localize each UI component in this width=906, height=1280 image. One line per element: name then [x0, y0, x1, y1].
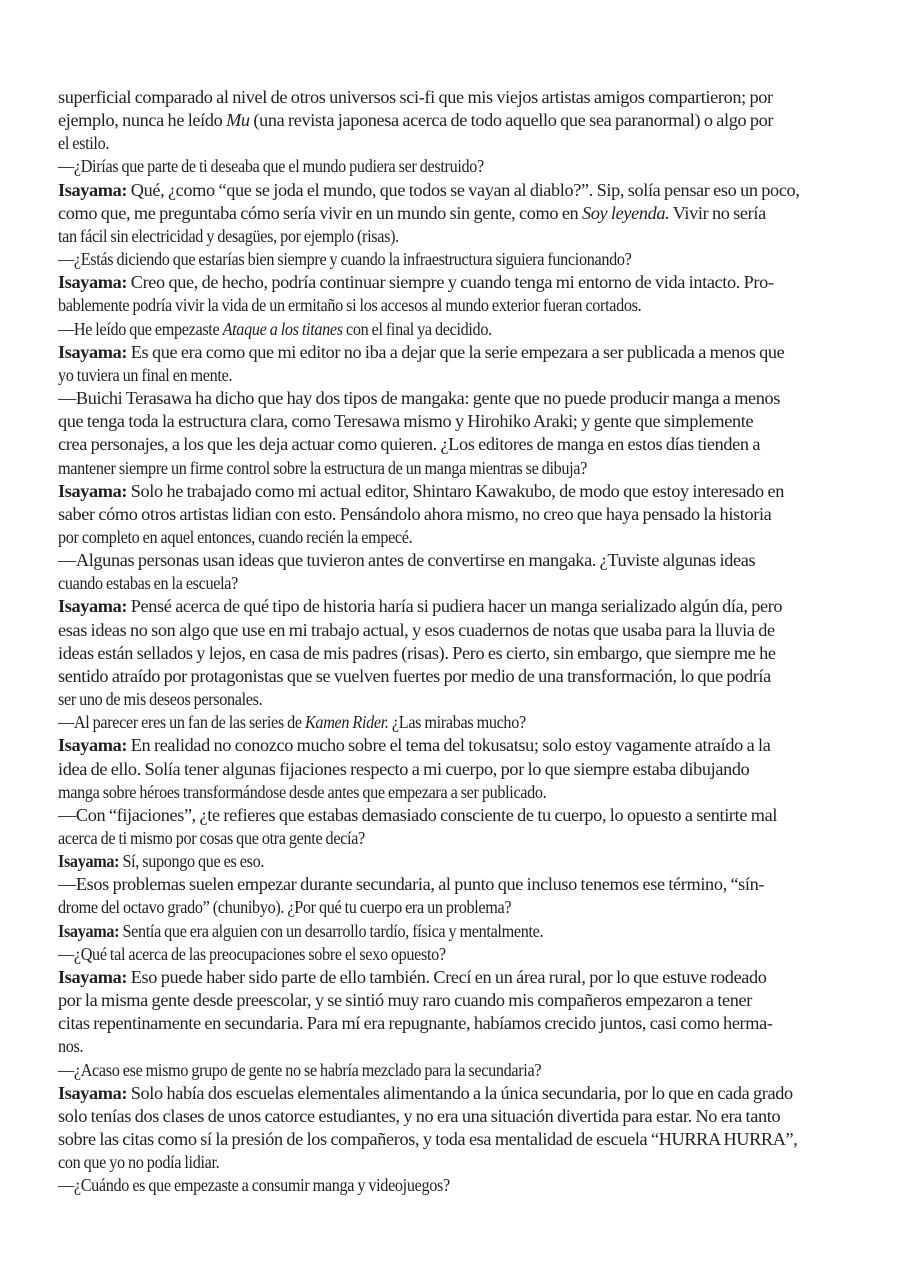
text-line-content — [58, 827, 365, 850]
text-line-content — [58, 457, 587, 480]
text-line-content — [58, 318, 491, 341]
document-page — [58, 86, 846, 1198]
text-segment: crea personajes, a los que les deja actuar como quieren. ¿Los editores de manga en estos días tienden a — [58, 434, 761, 455]
text-segment: ideas están sellados y lejos, en casa de mis padres (risas). Pero es cierto, sin embargo, que siempre me he — [58, 642, 776, 663]
speaker-label: Isayama: — [58, 341, 128, 362]
text-line — [58, 155, 846, 178]
text-segment: como que, me preguntaba cómo sería vivir en un mundo sin gente, como en — [58, 202, 582, 223]
text-line-content — [58, 711, 526, 734]
text-line — [58, 619, 846, 642]
text-segment: sobre las citas como sí la presión de los compañeros, y toda esa mentalidad de escuela “HURRA HURRA”, — [58, 1129, 798, 1150]
text-line-content — [58, 86, 773, 109]
text-line — [58, 433, 846, 456]
speaker-label: Isayama: — [58, 480, 128, 501]
text-segment: idea de ello. Solía tener algunas fijaciones respecto a mi cuerpo, por lo que siempre estaba dibujando — [58, 758, 750, 779]
text-segment: Solo he trabajado como mi actual editor, Shintaro Kawakubo, de modo que estoy interesado en — [127, 480, 784, 501]
text-line — [58, 457, 846, 480]
text-line — [58, 966, 846, 989]
text-line-content — [58, 989, 752, 1012]
text-line-content — [58, 109, 773, 132]
text-line — [58, 248, 846, 271]
text-segment: cuando estabas en la escuela? — [58, 573, 238, 594]
speaker-label: Isayama: — [58, 735, 128, 756]
text-segment: Vivir no sería — [669, 202, 766, 223]
text-segment: nos. — [58, 1036, 84, 1057]
text-segment: con el final ya decidido. — [342, 318, 492, 339]
text-segment: que tenga toda la estructura clara, como Teresawa mismo y Hirohiko Araki; y gente que simplemente — [58, 411, 754, 432]
text-line — [58, 896, 846, 919]
text-line-content — [58, 433, 760, 456]
text-line — [58, 850, 846, 873]
italic-title: Kamen Rider. — [304, 712, 389, 733]
text-segment: —¿Cuándo es que empezaste a consumir manga y videojuegos? — [58, 1175, 450, 1196]
text-line-content — [58, 804, 777, 827]
text-segment: —Algunas personas usan ideas que tuvieron antes de convertirse en mangaka. ¿Tuviste algunas ideas — [58, 550, 756, 571]
text-segment: saber cómo otros artistas lidian con esto. Pensándolo ahora mismo, no creo que haya pensado la historia — [58, 503, 772, 524]
text-line-content — [58, 1012, 773, 1035]
text-line — [58, 86, 846, 109]
text-segment: —Buichi Terasawa ha dicho que hay dos tipos de mangaka: gente que no puede producir manga a menos — [58, 388, 781, 409]
text-segment: mantener siempre un firme control sobre la estructura de un manga mientras se dibuja? — [58, 457, 588, 478]
text-segment: En realidad no conozco mucho sobre el tema del tokusatsu; solo estoy vagamente atraído a la — [127, 735, 771, 756]
text-line-content — [58, 503, 771, 526]
speaker-label: Isayama: — [58, 1082, 128, 1103]
text-segment: ejemplo, nunca he leído — [58, 110, 227, 131]
text-line-content — [58, 155, 484, 178]
text-line — [58, 549, 846, 572]
text-line — [58, 1174, 846, 1197]
text-segment: drome del octavo grado” (chunibyo). ¿Por qué tu cuerpo era un problema? — [58, 897, 512, 918]
italic-title: Ataque a los titanes — [222, 318, 343, 339]
text-line-content — [58, 873, 764, 896]
text-line — [58, 364, 846, 387]
text-line — [58, 688, 846, 711]
speaker-label: Isayama: — [58, 851, 120, 872]
text-line — [58, 179, 846, 202]
text-segment: con que yo no podía lidiar. — [58, 1152, 220, 1173]
speaker-label: Isayama: — [58, 179, 128, 200]
text-line-content — [58, 1059, 542, 1082]
text-segment: manga sobre héroes transformándose desde antes que empezara a ser publicado. — [58, 781, 547, 802]
text-line — [58, 1151, 846, 1174]
text-line — [58, 271, 846, 294]
text-line — [58, 132, 846, 155]
speaker-label: Isayama: — [58, 272, 128, 293]
text-line-content — [58, 1128, 797, 1151]
text-line — [58, 781, 846, 804]
text-segment: superficial comparado al nivel de otros universos sci-fi que mis viejos artistas amigos compartieron; por — [58, 87, 773, 107]
text-line-content — [58, 271, 774, 294]
text-line-content — [58, 387, 780, 410]
text-line-content — [58, 943, 446, 966]
text-segment: bablemente podría vivir la vida de un ermitaño si los accesos al mundo exterior fueran cortados. — [58, 295, 642, 316]
text-line-content — [58, 758, 749, 781]
text-segment: acerca de ti mismo por cosas que otra gente decía? — [58, 828, 365, 848]
text-line-content — [58, 688, 263, 711]
text-segment: Sentía que era alguien con un desarrollo tardío, física y mentalmente. — [119, 920, 544, 941]
text-line — [58, 804, 846, 827]
text-line — [58, 503, 846, 526]
text-segment: yo tuviera un final en mente. — [58, 364, 233, 385]
text-line-content — [58, 642, 775, 665]
text-segment: el estilo. — [58, 133, 110, 154]
text-segment: —¿Dirías que parte de ti deseaba que el mundo pudiera ser destruido? — [58, 156, 484, 177]
text-line — [58, 711, 846, 734]
text-line — [58, 1105, 846, 1128]
text-segment: ¿Las mirabas mucho? — [388, 712, 526, 733]
text-segment: —Al parecer eres un fan de las series de — [58, 712, 305, 733]
text-line — [58, 341, 846, 364]
text-line — [58, 827, 846, 850]
text-line — [58, 387, 846, 410]
text-line-content — [58, 526, 412, 549]
text-line-content — [58, 665, 771, 688]
text-line — [58, 595, 846, 618]
text-line-content — [58, 1174, 450, 1197]
text-line — [58, 1059, 846, 1082]
text-segment: sentido atraído por protagonistas que se vuelven fuertes por medio de una transformación, lo que podría — [58, 665, 771, 686]
text-line-content — [58, 225, 399, 248]
text-segment: esas ideas no son algo que use en mi trabajo actual, y esos cuadernos de notas que usaba para la lluvia de — [58, 619, 775, 640]
text-segment: Sí, supongo que es eso. — [119, 851, 265, 872]
text-line-content — [58, 549, 755, 572]
text-line — [58, 873, 846, 896]
text-line-content — [58, 966, 767, 989]
text-segment: Es que era como que mi editor no iba a dejar que la serie empezara a ser publicada a menos que — [127, 341, 785, 362]
text-line — [58, 225, 846, 248]
text-line — [58, 572, 846, 595]
text-line-content — [58, 132, 109, 155]
text-line-content — [58, 619, 775, 642]
text-segment: Pensé acerca de qué tipo de historia haría si pudiera hacer un manga serializado algún día, pero — [127, 596, 783, 617]
text-line-content — [58, 1151, 220, 1174]
text-line-content — [58, 920, 543, 943]
text-line — [58, 665, 846, 688]
speaker-label: Isayama: — [58, 920, 120, 941]
italic-title: Soy leyenda. — [581, 202, 670, 223]
text-segment: Solo había dos escuelas elementales alimentando a la única secundaria, por lo que en cada grado — [127, 1082, 793, 1103]
text-line-content — [58, 294, 641, 317]
text-line-content — [58, 248, 632, 271]
text-segment: —¿Estás diciendo que estarías bien siempre y cuando la infraestructura siguiera funcionando? — [58, 249, 632, 270]
speaker-label: Isayama: — [58, 596, 128, 617]
text-line-content — [58, 1105, 780, 1128]
text-line-content — [58, 1082, 793, 1105]
text-segment: ser uno de mis deseos personales. — [58, 689, 263, 710]
text-line-content — [58, 572, 238, 595]
text-line-content — [58, 179, 799, 202]
text-segment: —¿Acaso ese mismo grupo de gente no se habría mezclado para la secundaria? — [58, 1059, 542, 1080]
text-line — [58, 920, 846, 943]
text-line — [58, 989, 846, 1012]
text-segment: Creo que, de hecho, podría continuar siempre y cuando tenga mi entorno de vida intacto. Pro- — [127, 272, 774, 293]
text-line — [58, 943, 846, 966]
text-segment: solo tenías dos clases de unos catorce estudiantes, y no era una situación divertida para estar. No era tanto — [58, 1105, 781, 1126]
text-line-content — [58, 410, 753, 433]
text-line-content — [58, 595, 782, 618]
text-line-content — [58, 202, 766, 225]
speaker-label: Isayama: — [58, 966, 128, 987]
text-line — [58, 642, 846, 665]
text-line — [58, 318, 846, 341]
text-segment: Qué, ¿como “que se joda el mundo, que todos se vayan al diablo?”. Sip, solía pensar eso un poco, — [127, 179, 800, 200]
text-line — [58, 734, 846, 757]
text-line — [58, 294, 846, 317]
text-line — [58, 526, 846, 549]
text-segment: (una revista japonesa acerca de todo aquello que sea paranormal) o algo por — [249, 110, 774, 131]
text-line-content — [58, 781, 546, 804]
text-line — [58, 758, 846, 781]
text-line — [58, 480, 846, 503]
text-line — [58, 1012, 846, 1035]
text-line-content — [58, 1035, 83, 1058]
text-segment: por la misma gente desde preescolar, y se sintió muy raro cuando mis compañeros empezaron a tener — [58, 990, 753, 1011]
text-line — [58, 410, 846, 433]
text-segment: —¿Qué tal acerca de las preocupaciones sobre el sexo opuesto? — [58, 943, 446, 964]
text-line — [58, 109, 846, 132]
text-segment: citas repentinamente en secundaria. Para mí era repugnante, habíamos crecido juntos, casi como herma- — [58, 1013, 773, 1034]
text-line-content — [58, 734, 771, 757]
text-segment: —Esos problemas suelen empezar durante secundaria, al punto que incluso tenemos ese término, “sín- — [58, 874, 765, 895]
text-line — [58, 1035, 846, 1058]
text-segment: Eso puede haber sido parte de ello también. Crecí en un área rural, por lo que estuve rodeado — [127, 966, 767, 987]
text-segment: —He leído que empezaste — [58, 318, 223, 339]
text-line-content — [58, 341, 785, 364]
text-line-content — [58, 850, 264, 873]
text-line — [58, 1128, 846, 1151]
italic-title: Mu — [226, 110, 250, 131]
text-segment: por completo en aquel entonces, cuando recién la empecé. — [58, 526, 413, 547]
text-segment: tan fácil sin electricidad y desagües, por ejemplo (risas). — [58, 225, 399, 246]
text-line-content — [58, 896, 511, 919]
text-line — [58, 202, 846, 225]
text-line-content — [58, 364, 232, 387]
text-line-content — [58, 480, 784, 503]
text-line — [58, 1082, 846, 1105]
text-segment: —Con “fijaciones”, ¿te refieres que estabas demasiado consciente de tu cuerpo, lo opuesto a sentirte mal — [58, 804, 778, 825]
